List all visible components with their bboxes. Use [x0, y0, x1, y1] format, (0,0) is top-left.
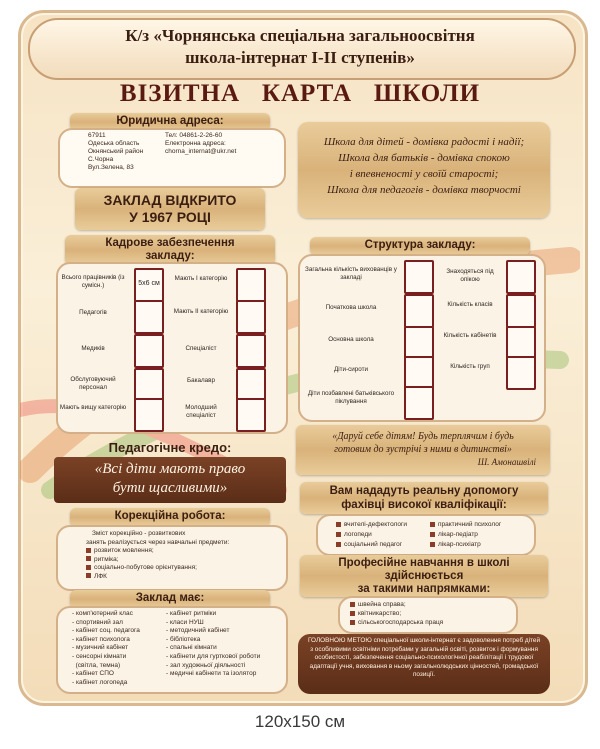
facility-item: - музичний кабінет — [72, 644, 129, 652]
staff-heading-line1: Кадрове забезпечення — [105, 237, 235, 249]
facility-item: - кабінет СПО — [72, 670, 114, 678]
training-item: сільськогосподарська праця — [350, 618, 510, 627]
school-name-line1: К/з «Чорнянська спеціальна загальноосвітня — [125, 26, 475, 45]
bullet-icon — [336, 522, 341, 527]
address-line: Одеська область — [88, 140, 140, 147]
size-caption: 120х150 см — [254, 712, 346, 731]
email-text: chorna_internat@ukr.net — [165, 148, 237, 155]
pocket-size-note: 5х6 см — [138, 280, 160, 287]
facility-item: - кабінет ритміки — [166, 610, 217, 617]
address-heading: Юридична адреса: — [116, 115, 224, 127]
staff-label: Всього працівників (із сумісн.) — [61, 274, 125, 289]
correction-item: ЛФК — [86, 573, 276, 582]
staff-label: Бакалавр — [186, 377, 216, 384]
structure-label: Кількість груп — [450, 363, 490, 370]
quote-text — [300, 430, 546, 469]
training-heading-line1: Професійне навчання в школі — [338, 557, 510, 569]
facility-item: - кабінети для гурткової роботи — [166, 652, 261, 660]
quote-author: Ш. Амонашвілі — [477, 457, 536, 467]
staff-pocket — [134, 368, 164, 402]
address-line: С.Чорна — [88, 156, 114, 163]
facility-item: - комп'ютерний клас — [72, 610, 133, 617]
facility-item: - зал художньої діяльності — [166, 661, 246, 669]
staff-label: Спеціаліст — [185, 345, 217, 352]
contact-info — [165, 132, 280, 156]
structure-heading: Структура закладу: — [364, 239, 476, 251]
training-heading-line2: здійснюється — [384, 570, 464, 582]
structure-pocket — [404, 356, 434, 390]
bullet-icon — [350, 620, 355, 625]
help-heading-line2: фахівці високої кваліфікації: — [341, 499, 507, 511]
address-line: 67911 — [88, 132, 106, 139]
structure-label: Знаходяться під опікою — [446, 268, 494, 283]
staff-label: Мають І категорію — [174, 275, 228, 282]
correction-intro: занять реалізується через навчальні предмети: — [86, 538, 230, 546]
correction-item: соціально-побутове орієнтування; — [86, 564, 276, 573]
staff-heading-line2: закладу: — [145, 250, 195, 262]
staff-pocket — [236, 268, 266, 302]
credo-line1: «Всі діти мають право — [94, 461, 246, 477]
help-item: лікар-педіатр — [430, 530, 530, 540]
address-line: Окнянський район — [88, 148, 144, 155]
credo-heading: Педагогічне кредо: — [108, 440, 232, 455]
motto-line: Школа для дітей - домівка радості і надії; — [323, 136, 525, 148]
structure-pocket — [506, 294, 536, 328]
help-item: лікар-психіатр — [430, 540, 530, 550]
help-item: вчителі-дефектологи — [336, 520, 426, 530]
bullet-icon — [336, 542, 341, 547]
goal-text: ГОЛОВНОЮ МЕТОЮ спеціальної школи-інтернат є задоволення потреб дітей з особливими освітніми потребами у загальній освіті, розвиток і формування особистості, забезпечення соціально-психологічної реабілітації і трудової адаптації учня, виховання в ньому загальнолюдських цінностей, громадської позиції. — [307, 637, 541, 678]
structure-pocket — [404, 326, 434, 360]
facility-item: - бібліотека — [166, 635, 201, 643]
bullet-icon — [86, 565, 91, 570]
correction-item: ритміка; — [86, 556, 276, 565]
training-heading-line3: за такими напрямками: — [357, 583, 491, 595]
school-name-line2: школа-інтернат І-ІІ ступенів» — [185, 48, 415, 67]
staff-pocket — [134, 398, 164, 432]
staff-pocket — [236, 334, 266, 368]
staff-pocket — [236, 368, 266, 402]
correction-intro: Зміст корекційно - розвиткових — [92, 530, 186, 537]
structure-pocket — [404, 386, 434, 420]
credo-line2: бути щасливими» — [112, 480, 228, 496]
training-item: квітникарство; — [350, 609, 510, 618]
structure-pocket — [404, 294, 434, 328]
motto-line: і впевненості у своїй старості; — [349, 168, 499, 180]
structure-label: Діти-сироти — [333, 366, 369, 373]
phone-text: Тел: 04861-2-26-60 — [165, 132, 223, 139]
correction-heading: Корекційна робота: — [114, 510, 226, 522]
facility-item: - сенсорні кімнати — [72, 652, 127, 660]
structure-pocket — [404, 260, 434, 294]
quote-line: готовим до зустрічі з ними в дитинстві» — [334, 444, 512, 455]
motto-text — [300, 134, 548, 198]
structure-label: Загальна кількість вихованців у закладі — [305, 266, 397, 281]
facility-item: - кабінет логопеда — [72, 678, 128, 686]
facility-item: - кабінет соц. педагога — [72, 627, 140, 635]
staff-label: Медиків — [81, 345, 105, 352]
structure-pocket — [506, 260, 536, 294]
facilities-col2 — [166, 610, 284, 679]
facility-item: - кабінет психолога — [72, 635, 130, 643]
structure-pocket — [506, 326, 536, 360]
structure-pocket — [506, 356, 536, 390]
help-item: логопеди — [336, 530, 426, 540]
help-col1 — [336, 520, 426, 550]
help-item: соціальний педагог — [336, 540, 426, 550]
email-label: Електронна адреса: — [165, 140, 226, 147]
facility-item: - класи НУШ — [166, 618, 204, 626]
structure-label: Кількість класів — [447, 301, 493, 308]
staff-label: Мають вищу категорію — [59, 404, 127, 411]
structure-label: Основна школа — [328, 336, 374, 343]
facility-item: - медичні кабінети та ізолятор — [166, 670, 257, 678]
bullet-icon — [336, 532, 341, 537]
bullet-icon — [430, 532, 435, 537]
bullet-icon — [430, 522, 435, 527]
help-heading-line1: Вам нададуть реальну допомогу — [329, 485, 519, 497]
structure-label: Початкова школа — [325, 304, 377, 311]
bullet-icon — [86, 548, 91, 553]
correction-item: розвиток мовлення; — [86, 547, 276, 556]
quote-line: «Даруй себе дітям! Будь терплячим і будь — [332, 431, 514, 442]
staff-label: Молодший спеціаліст — [185, 404, 217, 419]
structure-label: Діти позбавлені батьківського піклування — [307, 390, 395, 405]
facility-item: (світла, темна) — [72, 661, 121, 669]
founded-line2: У 1967 РОЦІ — [129, 209, 211, 225]
motto-line: Школа для педагогів - домівка творчості — [327, 184, 521, 196]
staff-label: Мають ІІ категорію — [173, 308, 229, 315]
motto-line: Школа для батьків - домівка спокою — [338, 152, 510, 164]
staff-pocket — [134, 334, 164, 368]
bullet-icon — [350, 602, 355, 607]
training-list — [350, 600, 510, 627]
correction-list — [86, 530, 276, 581]
structure-label: Кількість кабінетів — [443, 332, 497, 339]
help-col2 — [430, 520, 530, 550]
facilities-col1 — [72, 610, 172, 687]
facility-item: - спортивний зал — [72, 618, 123, 626]
bullet-icon — [86, 556, 91, 561]
facilities-heading: Заклад має: — [135, 592, 205, 604]
bullet-icon — [430, 542, 435, 547]
staff-label: Педагогів — [79, 309, 107, 316]
help-item: практичний психолог — [430, 520, 530, 530]
page-title: ВІЗИТНА КАРТА ШКОЛИ — [119, 80, 481, 107]
staff-pocket — [134, 300, 164, 334]
staff-pocket — [236, 398, 266, 432]
facility-item: - методичний кабінет — [166, 627, 230, 635]
staff-label: Обслуговуючий персонал — [70, 376, 116, 391]
address-line: Вул.Зелена, 83 — [88, 164, 134, 171]
training-item: швейна справа; — [350, 600, 510, 609]
bullet-icon — [350, 611, 355, 616]
facility-item: - спальні кімнати — [166, 644, 217, 652]
founded-line1: ЗАКЛАД ВІДКРИТО — [103, 192, 237, 208]
staff-pocket — [236, 300, 266, 334]
bullet-icon — [86, 573, 91, 578]
